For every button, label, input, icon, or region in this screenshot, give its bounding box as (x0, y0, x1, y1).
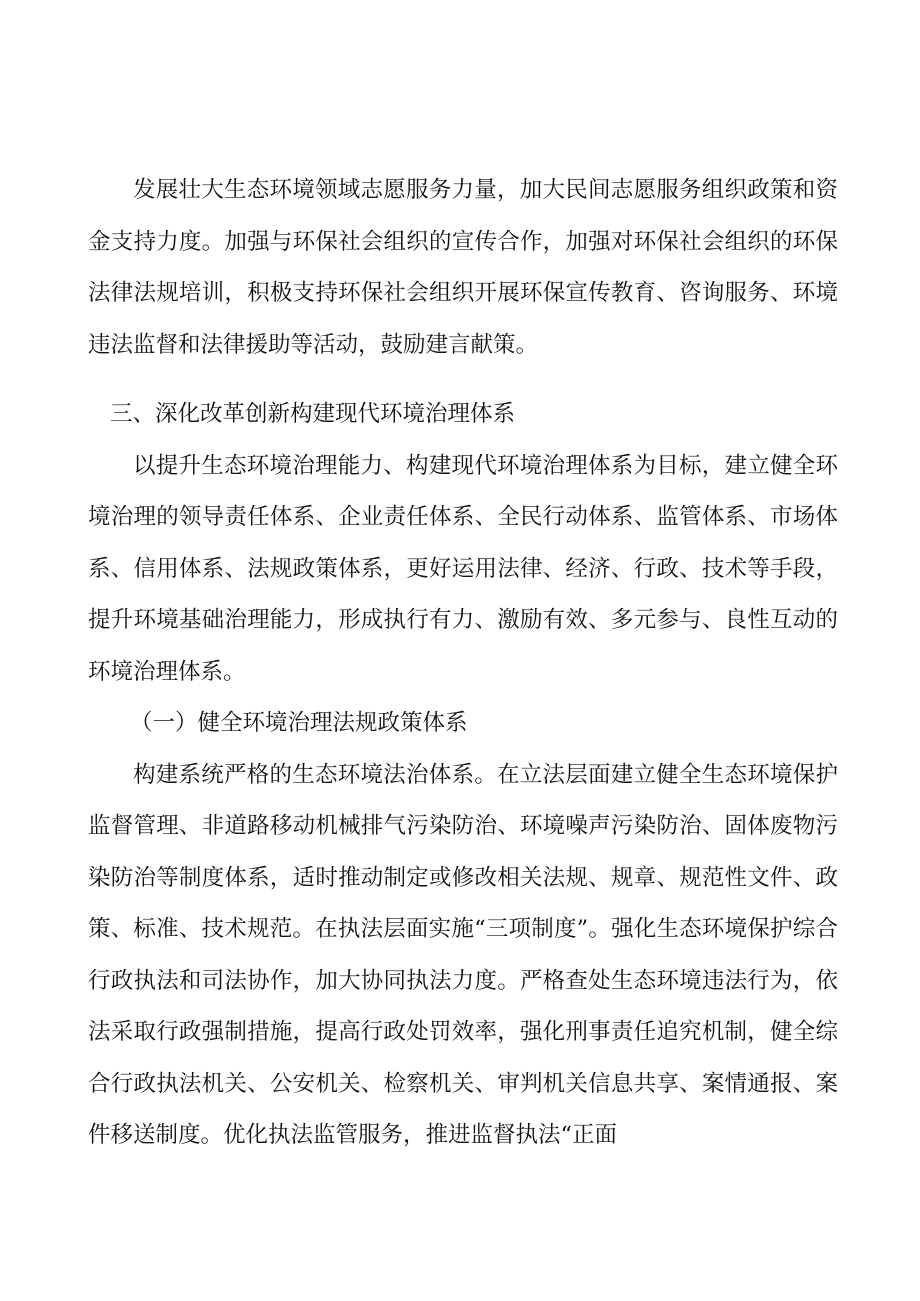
body-paragraph: 构建系统严格的生态环境法治体系。在立法层面建立健全生态环境保护监督管理、非道路移动机械排气污染防治、环境噪声污染防治、固体废物污染防治等制度体系，适时推动制定或修改相关法规、规章、规范性文件、政策、标准、技术规范。在执法层面实施“三项制度”。强化生态环境保护综合行政执法和司法协作，加大协同执法力度。严格查处生态环境违法行为，依法采取行政强制措施，提高行政处罚效率，强化刑事责任追究机制，健全综合行政执法机关、公安机关、检察机关、审判机关信息共享、案情通报、案件移送制度。优化执法监管服务，推进监督执法“正面 (88, 761, 838, 1148)
subsection-heading: （一）健全环境治理法规政策体系 (130, 710, 468, 736)
section-heading: 三、深化改革创新构建现代环境治理体系 (110, 401, 516, 427)
body-paragraph: 以提升生态环境治理能力、构建现代环境治理体系为目标，建立健全环境治理的领导责任体系、企业责任体系、全民行动体系、监管体系、市场体系、信用体系、法规政策体系，更好运用法律、经济、行政、技术等手段，提升环境基础治理能力，形成执行有力、激励有效、多元参与、良性互动的环境治理体系。 (88, 452, 838, 685)
body-paragraph: 发展壮大生态环境领域志愿服务力量，加大民间志愿服务组织政策和资金支持力度。加强与环保社会组织的宣传合作，加强对环保社会组织的环保法律法规培训，积极支持环保社会组织开展环保宣传教育、咨询服务、环境违法监督和法律援助等活动，鼓励建言献策。 (88, 177, 838, 358)
document-body (88, 165, 838, 1162)
